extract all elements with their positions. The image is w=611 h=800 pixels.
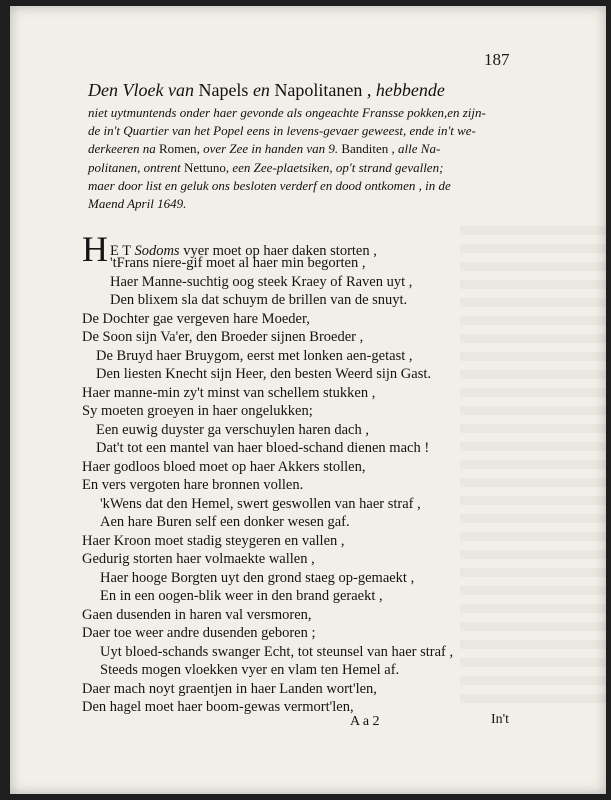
show-through-text xyxy=(460,226,606,706)
verse-line: Haer Kroon moet stadig steygeren en vallen , xyxy=(82,532,345,549)
heading-line-3: de in't Quartier van het Popel eens in levens-gevaer geweest, ende in't we- xyxy=(88,123,476,139)
verse-line: Haer Manne-suchtig oog steek Kraey of Raven uyt , xyxy=(110,273,413,290)
verse-line: Een euwig duyster ga verschuylen haren dach , xyxy=(96,421,369,438)
signature-mark: A a 2 xyxy=(350,714,380,729)
verse-line: En vers vergoten hare bronnen vollen. xyxy=(82,477,304,493)
verse-line: Gedurig storten haer volmaekte wallen , xyxy=(82,551,315,567)
verse-line: Steeds mogen vloekken vyer en vlam ten Hemel af. xyxy=(100,662,400,678)
verse-line: 'tFrans niere-gif moet al haer min begorten , xyxy=(110,255,366,271)
heading-line-7: Maend April 1649. xyxy=(88,196,187,212)
heading-line-5: politanen, ontrent Nettuno, een Zee-plaetsiken, op't strand gevallen; xyxy=(88,159,444,175)
verse-line: Den liesten Knecht sijn Heer, den besten Weerd sijn Gast. xyxy=(96,366,432,382)
verse-line: Sy moeten groeyen in haer ongelukken; xyxy=(82,403,313,419)
verse-line: Daer toe weer andre dusenden geboren ; xyxy=(82,625,316,641)
verse-line: Aen hare Buren self een donker wesen gaf. xyxy=(100,514,350,530)
heading-line-2: niet uytmuntends onder haer gevonde als ongeachte Fransse pokken,en zijn- xyxy=(88,105,486,120)
verse-line: De Bruyd haer Bruygom, eerst met lonken aen-getast , xyxy=(96,347,413,364)
verse-line: Den hagel moet haer boom-gewas vermort'len, xyxy=(82,699,354,715)
verse-line: Haer manne-min zy't minst van schellem stukken , xyxy=(82,384,376,401)
verse-line: En in een oogen-blik weer in den brand geraekt , xyxy=(100,588,383,604)
verse-line: Dat't tot een mantel van haer bloed-schand dienen mach ! xyxy=(96,440,430,456)
catchword: In't xyxy=(491,712,510,727)
verse-line: Haer godloos bloed moet op haer Akkers stollen, xyxy=(82,458,366,475)
heading-line-1: Den Vloek van Napels en Napolitanen , hebbende xyxy=(88,80,445,100)
verse-line: H E T Sodoms vyer moet op haer daken storten , xyxy=(82,229,377,269)
heading-line-4: derkeeren na Romen, over Zee in handen van 9. Banditen , alle Na- xyxy=(88,141,441,157)
verse-line: Den blixem sla dat schuym de brillen van de snuyt. xyxy=(110,292,408,308)
verse-line: De Soon sijn Va'er, den Broeder sijnen Broeder , xyxy=(82,329,364,345)
verse-line: Haer hooge Borgten uyt den grond staeg op-gemaekt , xyxy=(100,569,415,586)
verse-line: De Dochter gae vergeven hare Moeder, xyxy=(82,310,310,327)
verse-line: 'kWens dat den Hemel, swert geswollen van haer straf , xyxy=(100,495,421,512)
verse-line: Uyt bloed-schands swanger Echt, tot steunsel van haer straf , xyxy=(100,643,454,660)
drop-cap: H xyxy=(82,229,108,269)
page-number: 187 xyxy=(484,50,510,69)
book-page xyxy=(10,6,606,794)
verse-line: Gaen dusenden in haren val versmoren, xyxy=(82,606,312,623)
heading-line-6: maer door list en geluk ons besloten verderf en dood ontkomen , in de xyxy=(88,177,451,193)
verse-line: Daer mach noyt graentjen in haer Landen wort'len, xyxy=(82,680,377,697)
poem-heading xyxy=(88,78,528,213)
